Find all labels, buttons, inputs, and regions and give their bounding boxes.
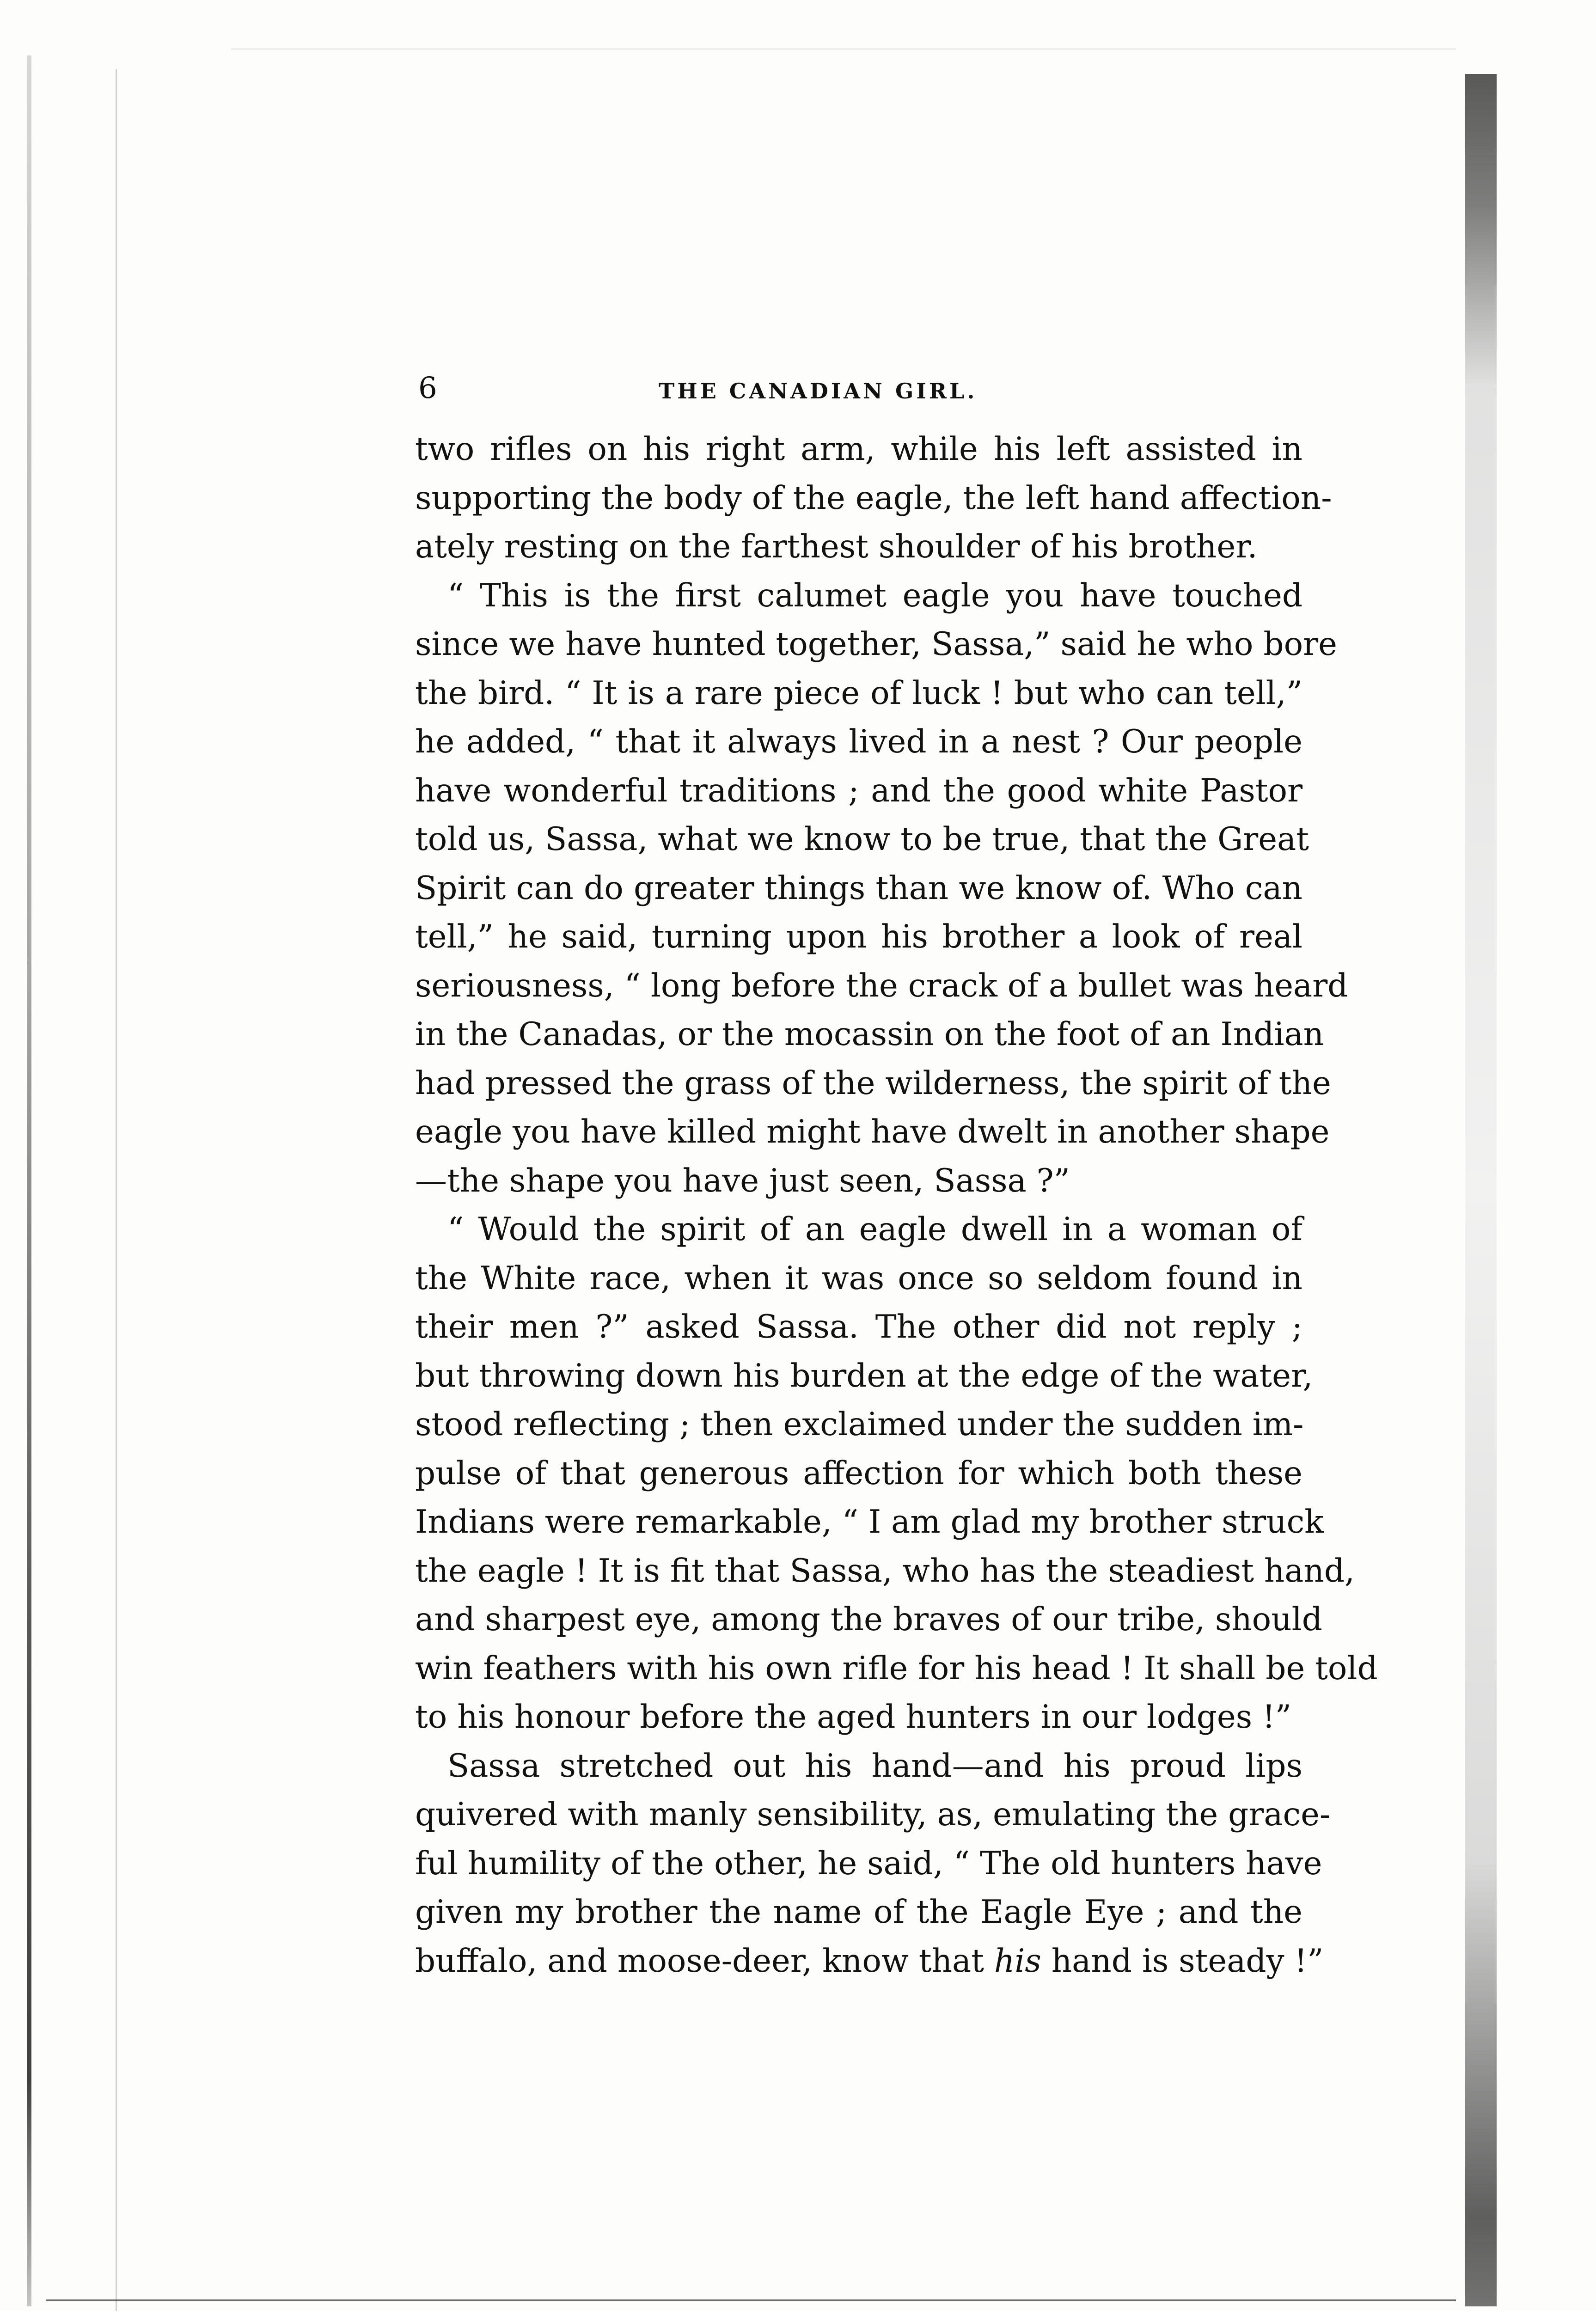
text-line: the bird. “ It is a rare piece of luck ! but who can tell,” [415, 674, 1302, 712]
text-line: “ This is the first calumet eagle you have touched [447, 577, 1302, 614]
final-line-emphasis: his [994, 1942, 1041, 1980]
final-line-before: buffalo, and moose-deer, know that [415, 1942, 994, 1980]
text-line: have wonderful traditions ; and the good white Pastor [415, 772, 1302, 809]
text-line: he added, “ that it always lived in a nest ? Our people [415, 723, 1302, 760]
text-line: supporting the body of the eagle, the left hand affection- [415, 479, 1332, 517]
text-line: since we have hunted together, Sassa,” said he who bore [415, 626, 1337, 663]
text-line: had pressed the grass of the wilderness, the spirit of the [415, 1064, 1331, 1102]
text-line: in the Canadas, or the mocassin on the foot of an Indian [415, 1016, 1324, 1053]
text-line: told us, Sassa, what we know to be true, that the Great [415, 821, 1309, 858]
text-line: win feathers with his own rifle for his head ! It shall be told [415, 1650, 1378, 1687]
text-line: ful humility of the other, he said, “ The old hunters have [415, 1845, 1322, 1882]
text-line: tell,” he said, turning upon his brother a look of real [415, 918, 1302, 955]
scan-edge-left [27, 55, 31, 2306]
body-text [415, 425, 1378, 1986]
scan-edge-bottom [46, 2299, 1456, 2301]
text-line: pulse of that generous affection for which both these [415, 1455, 1302, 1492]
text-line: but throwing down his burden at the edge of the water, [415, 1357, 1313, 1394]
text-line-final [415, 1937, 1324, 1986]
text-line: “ Would the spirit of an eagle dwell in a woman of [447, 1211, 1302, 1248]
text-line: Indians were remarkable, “ I am glad my brother struck [415, 1504, 1324, 1541]
text-line: ately resting on the farthest shoulder of his brother. [415, 528, 1258, 565]
text-line: their men ?” asked Sassa. The other did not reply ; [415, 1308, 1302, 1345]
text-line: and sharpest eye, among the braves of our tribe, should [415, 1601, 1322, 1638]
text-line: quivered with manly sensibility, as, emulating the grace- [415, 1796, 1331, 1833]
text-line: seriousness, “ long before the crack of a bullet was heard [415, 967, 1348, 1004]
text-line: given my brother the name of the Eagle Eye ; and the [415, 1894, 1302, 1931]
scan-edge-left-inner [116, 69, 117, 2311]
page-number: 6 [418, 371, 437, 405]
text-line: —the shape you have just seen, Sassa ?” [415, 1162, 1070, 1199]
text-line: two rifles on his right arm, while his left assisted in [415, 431, 1302, 468]
final-line-after: hand is steady !” [1041, 1942, 1324, 1980]
text-line: stood reflecting ; then exclaimed under the sudden im- [415, 1406, 1304, 1443]
running-head: THE CANADIAN GIRL. [659, 379, 978, 404]
text-line: to his honour before the aged hunters in our lodges !” [415, 1699, 1292, 1736]
scan-edge-right [1465, 74, 1497, 2306]
text-line: Sassa stretched out his hand—and his proud lips [447, 1747, 1302, 1785]
text-line: Spirit can do greater things than we know of. Who can [415, 869, 1302, 907]
page-header [418, 367, 1296, 409]
text-line: eagle you have killed might have dwelt in another shape [415, 1113, 1330, 1150]
text-line: the eagle ! It is fit that Sassa, who has the steadiest hand, [415, 1552, 1355, 1590]
text-line: the White race, when it was once so seldom found in [415, 1259, 1302, 1297]
